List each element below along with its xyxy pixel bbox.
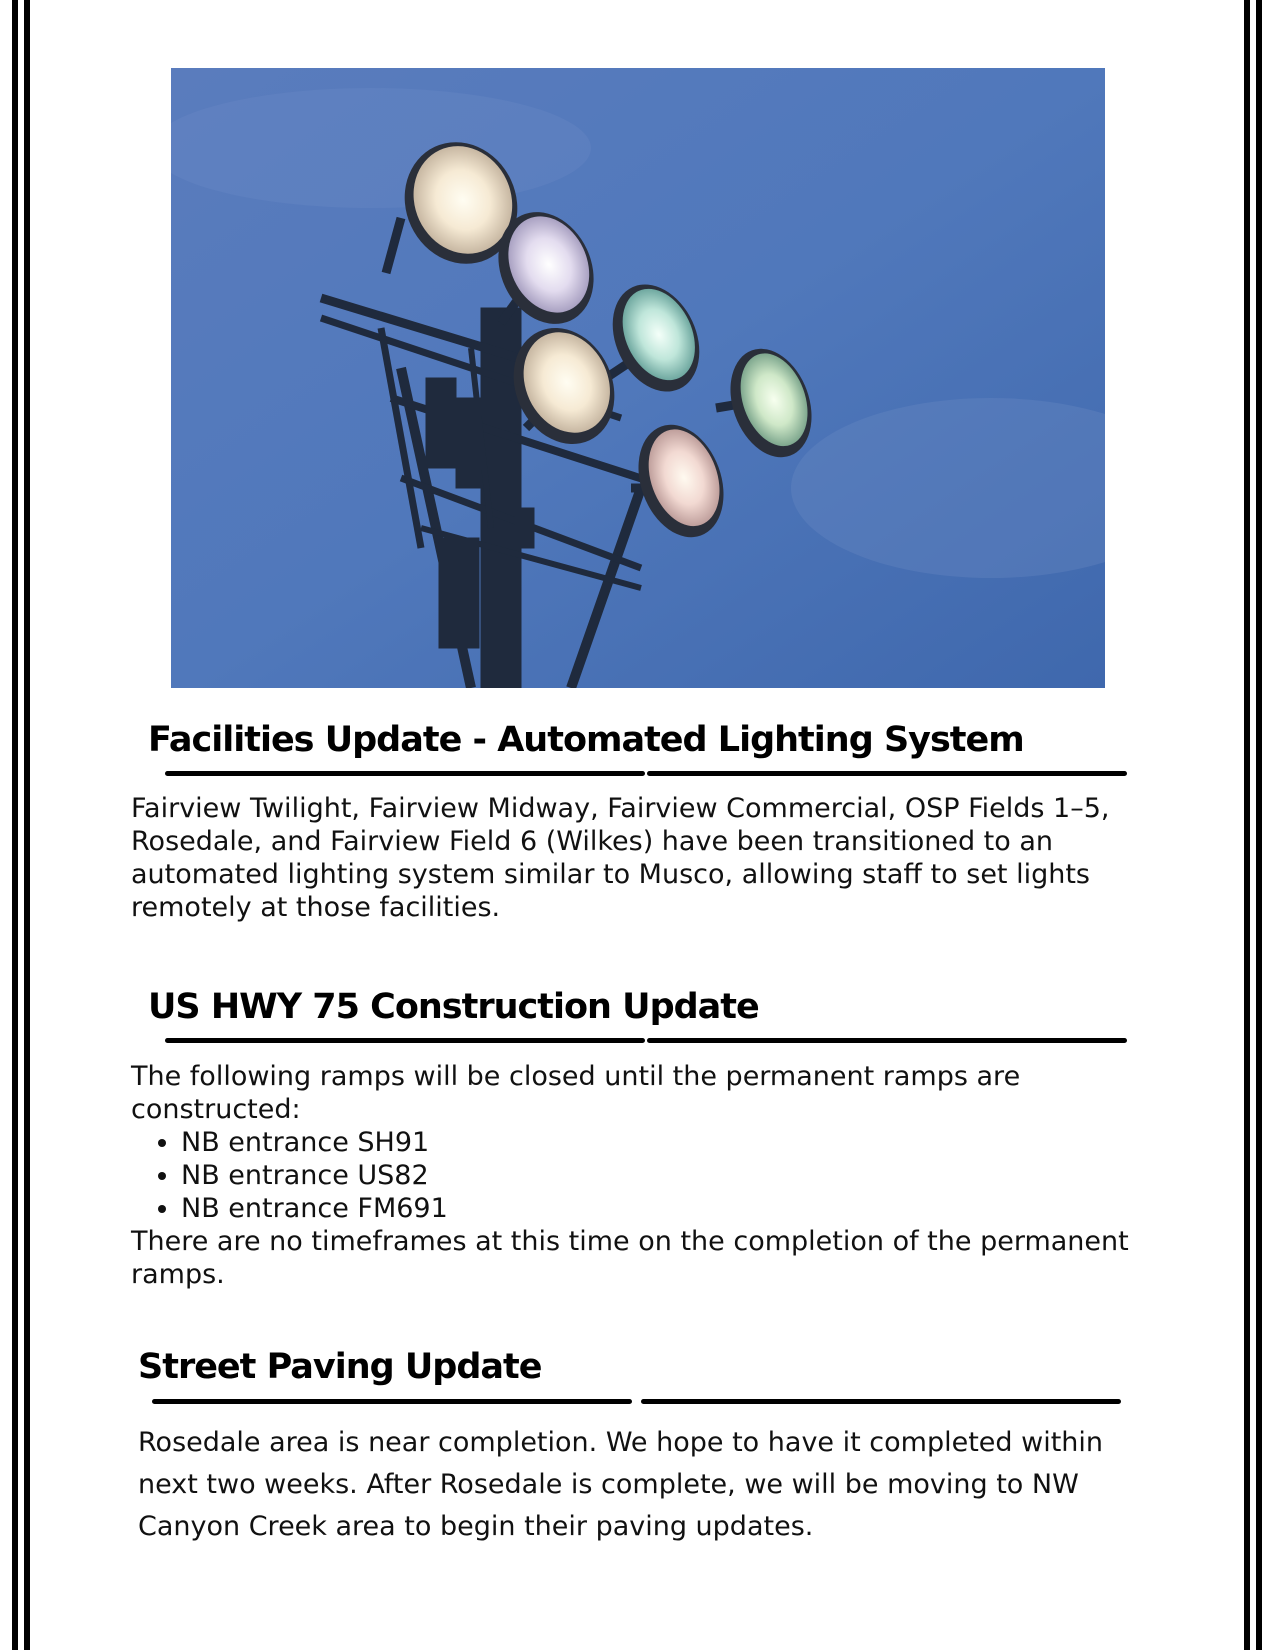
heading-underline (165, 771, 645, 776)
list-item: • NB entrance SH91 (181, 1126, 1081, 1159)
frame-left-outer (12, 0, 18, 1650)
heading-underline (641, 1399, 1121, 1404)
heading-underline (647, 1038, 1127, 1043)
lighting-update-text: Fairview Twilight, Fairview Midway, Fairview Commercial, OSP Fields 1–5, Rosedale, and Fairview Field 6 (Wilkes) have been transitioned to an automated lighting system similar to Musco, allowing staff to set lights remotely at those facilities. (131, 793, 1110, 923)
heading-underline (152, 1399, 632, 1404)
frame-left-inner (24, 0, 30, 1650)
frame-right-outer (1256, 0, 1262, 1650)
section-heading-lighting: Facilities Update - Automated Lighting System (148, 720, 1024, 760)
list-item: • NB entrance US82 (181, 1159, 1081, 1192)
closed-ramps-list (131, 1126, 1081, 1225)
list-item: • NB entrance FM691 (181, 1192, 1081, 1225)
paving-update-text: Rosedale area is near completion. We hope to have it completed within next two weeks. After Rosedale is complete, we will be moving to NW Canyon Creek area to begin their paving updates. (138, 1427, 1104, 1542)
section-heading-paving: Street Paving Update (138, 1347, 542, 1387)
frame-right-inner (1244, 0, 1250, 1650)
highway-intro-text: The following ramps will be closed until the permanent ramps are constructed: (131, 1061, 1021, 1125)
stadium-floodlight-photo (171, 68, 1105, 688)
heading-underline (165, 1038, 645, 1043)
section-heading-highway: US HWY 75 Construction Update (148, 987, 759, 1027)
heading-underline (647, 771, 1127, 776)
highway-outro-text: There are no timeframes at this time on the completion of the permanent ramps. (131, 1226, 1129, 1290)
